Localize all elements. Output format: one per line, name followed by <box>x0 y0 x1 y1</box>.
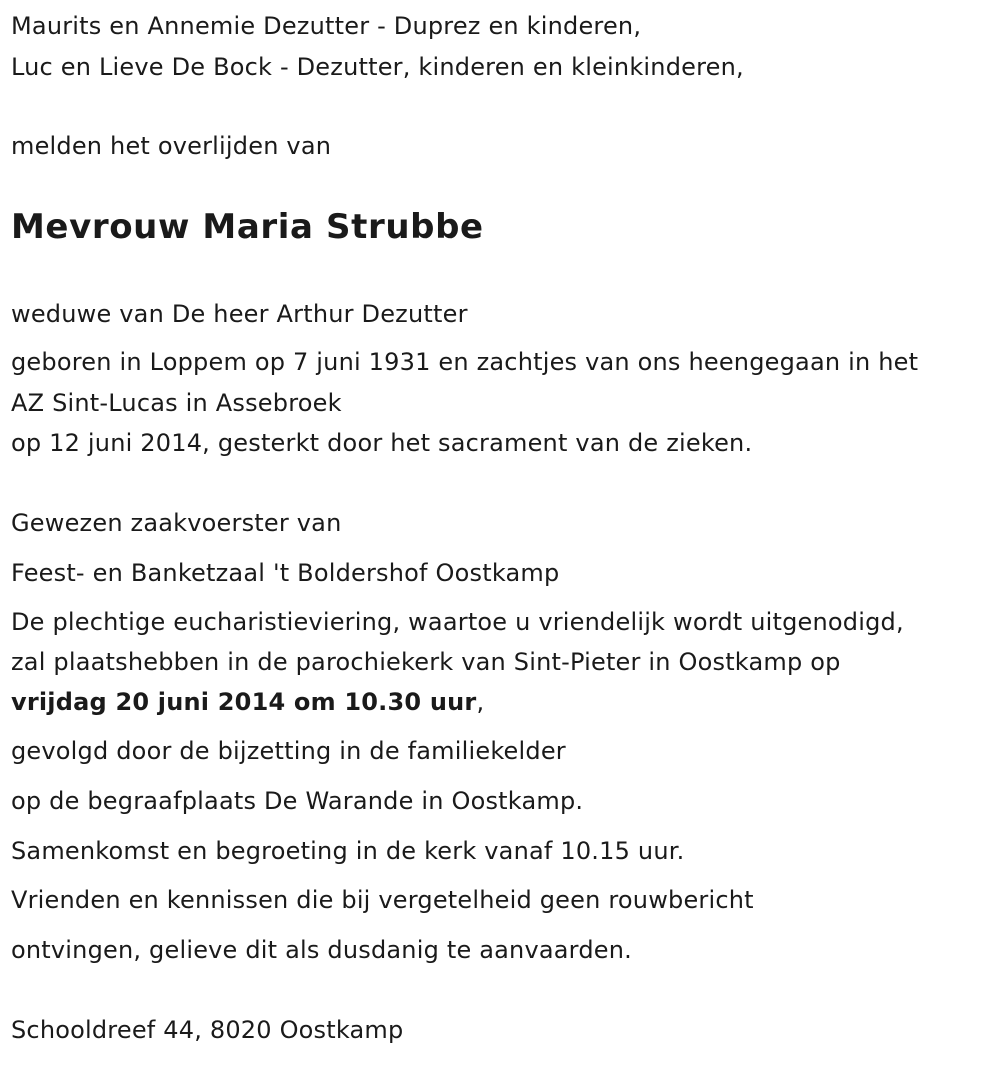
gathering-text: Samenkomst en begroeting in de kerk vanaf 10.15 uur. <box>11 837 685 865</box>
ceremony-datetime-line <box>11 682 484 722</box>
birth-death-line-3: op 12 juni 2014, gesterkt door het sacrament van de zieken. <box>11 429 753 457</box>
birth-death-line-2: AZ Sint-Lucas in Assebroek <box>11 389 342 417</box>
former-role: Gewezen zaakvoerster van <box>11 509 342 537</box>
ceremony-datetime: vrijdag 20 juni 2014 om 10.30 uur <box>11 688 477 716</box>
birth-death-line-1: geboren in Loppem op 7 juni 1931 en zachtjes van ons heengegaan in het <box>11 348 919 376</box>
burial-line-1: gevolgd door de bijzetting in de familiekelder <box>11 737 566 765</box>
widow-of: weduwe van De heer Arthur Dezutter <box>11 300 468 328</box>
ceremony-datetime-suffix: , <box>476 688 485 716</box>
business-name: Feest- en Banketzaal 't Boldershof Oostkamp <box>11 559 560 587</box>
notice-line-2: ontvingen, gelieve dit als dusdanig te aanvaarden. <box>11 936 632 964</box>
address: Schooldreef 44, 8020 Oostkamp <box>11 1016 404 1044</box>
ceremony-line-1: De plechtige eucharistieviering, waartoe u vriendelijk wordt uitgenodigd, <box>11 608 904 636</box>
announcer-line-1: Maurits en Annemie Dezutter - Duprez en kinderen, <box>11 12 642 40</box>
burial-line-2: op de begraafplaats De Warande in Oostkamp. <box>11 787 584 815</box>
announcer-line-2: Luc en Lieve De Bock - Dezutter, kinderen en kleinkinderen, <box>11 53 744 81</box>
deceased-name: Mevrouw Maria Strubbe <box>11 207 484 247</box>
notice-line-1: Vrienden en kennissen die bij vergetelheid geen rouwbericht <box>11 886 754 914</box>
ceremony-line-2: zal plaatshebben in de parochiekerk van Sint-Pieter in Oostkamp op <box>11 648 841 676</box>
intro-text: melden het overlijden van <box>11 132 332 160</box>
